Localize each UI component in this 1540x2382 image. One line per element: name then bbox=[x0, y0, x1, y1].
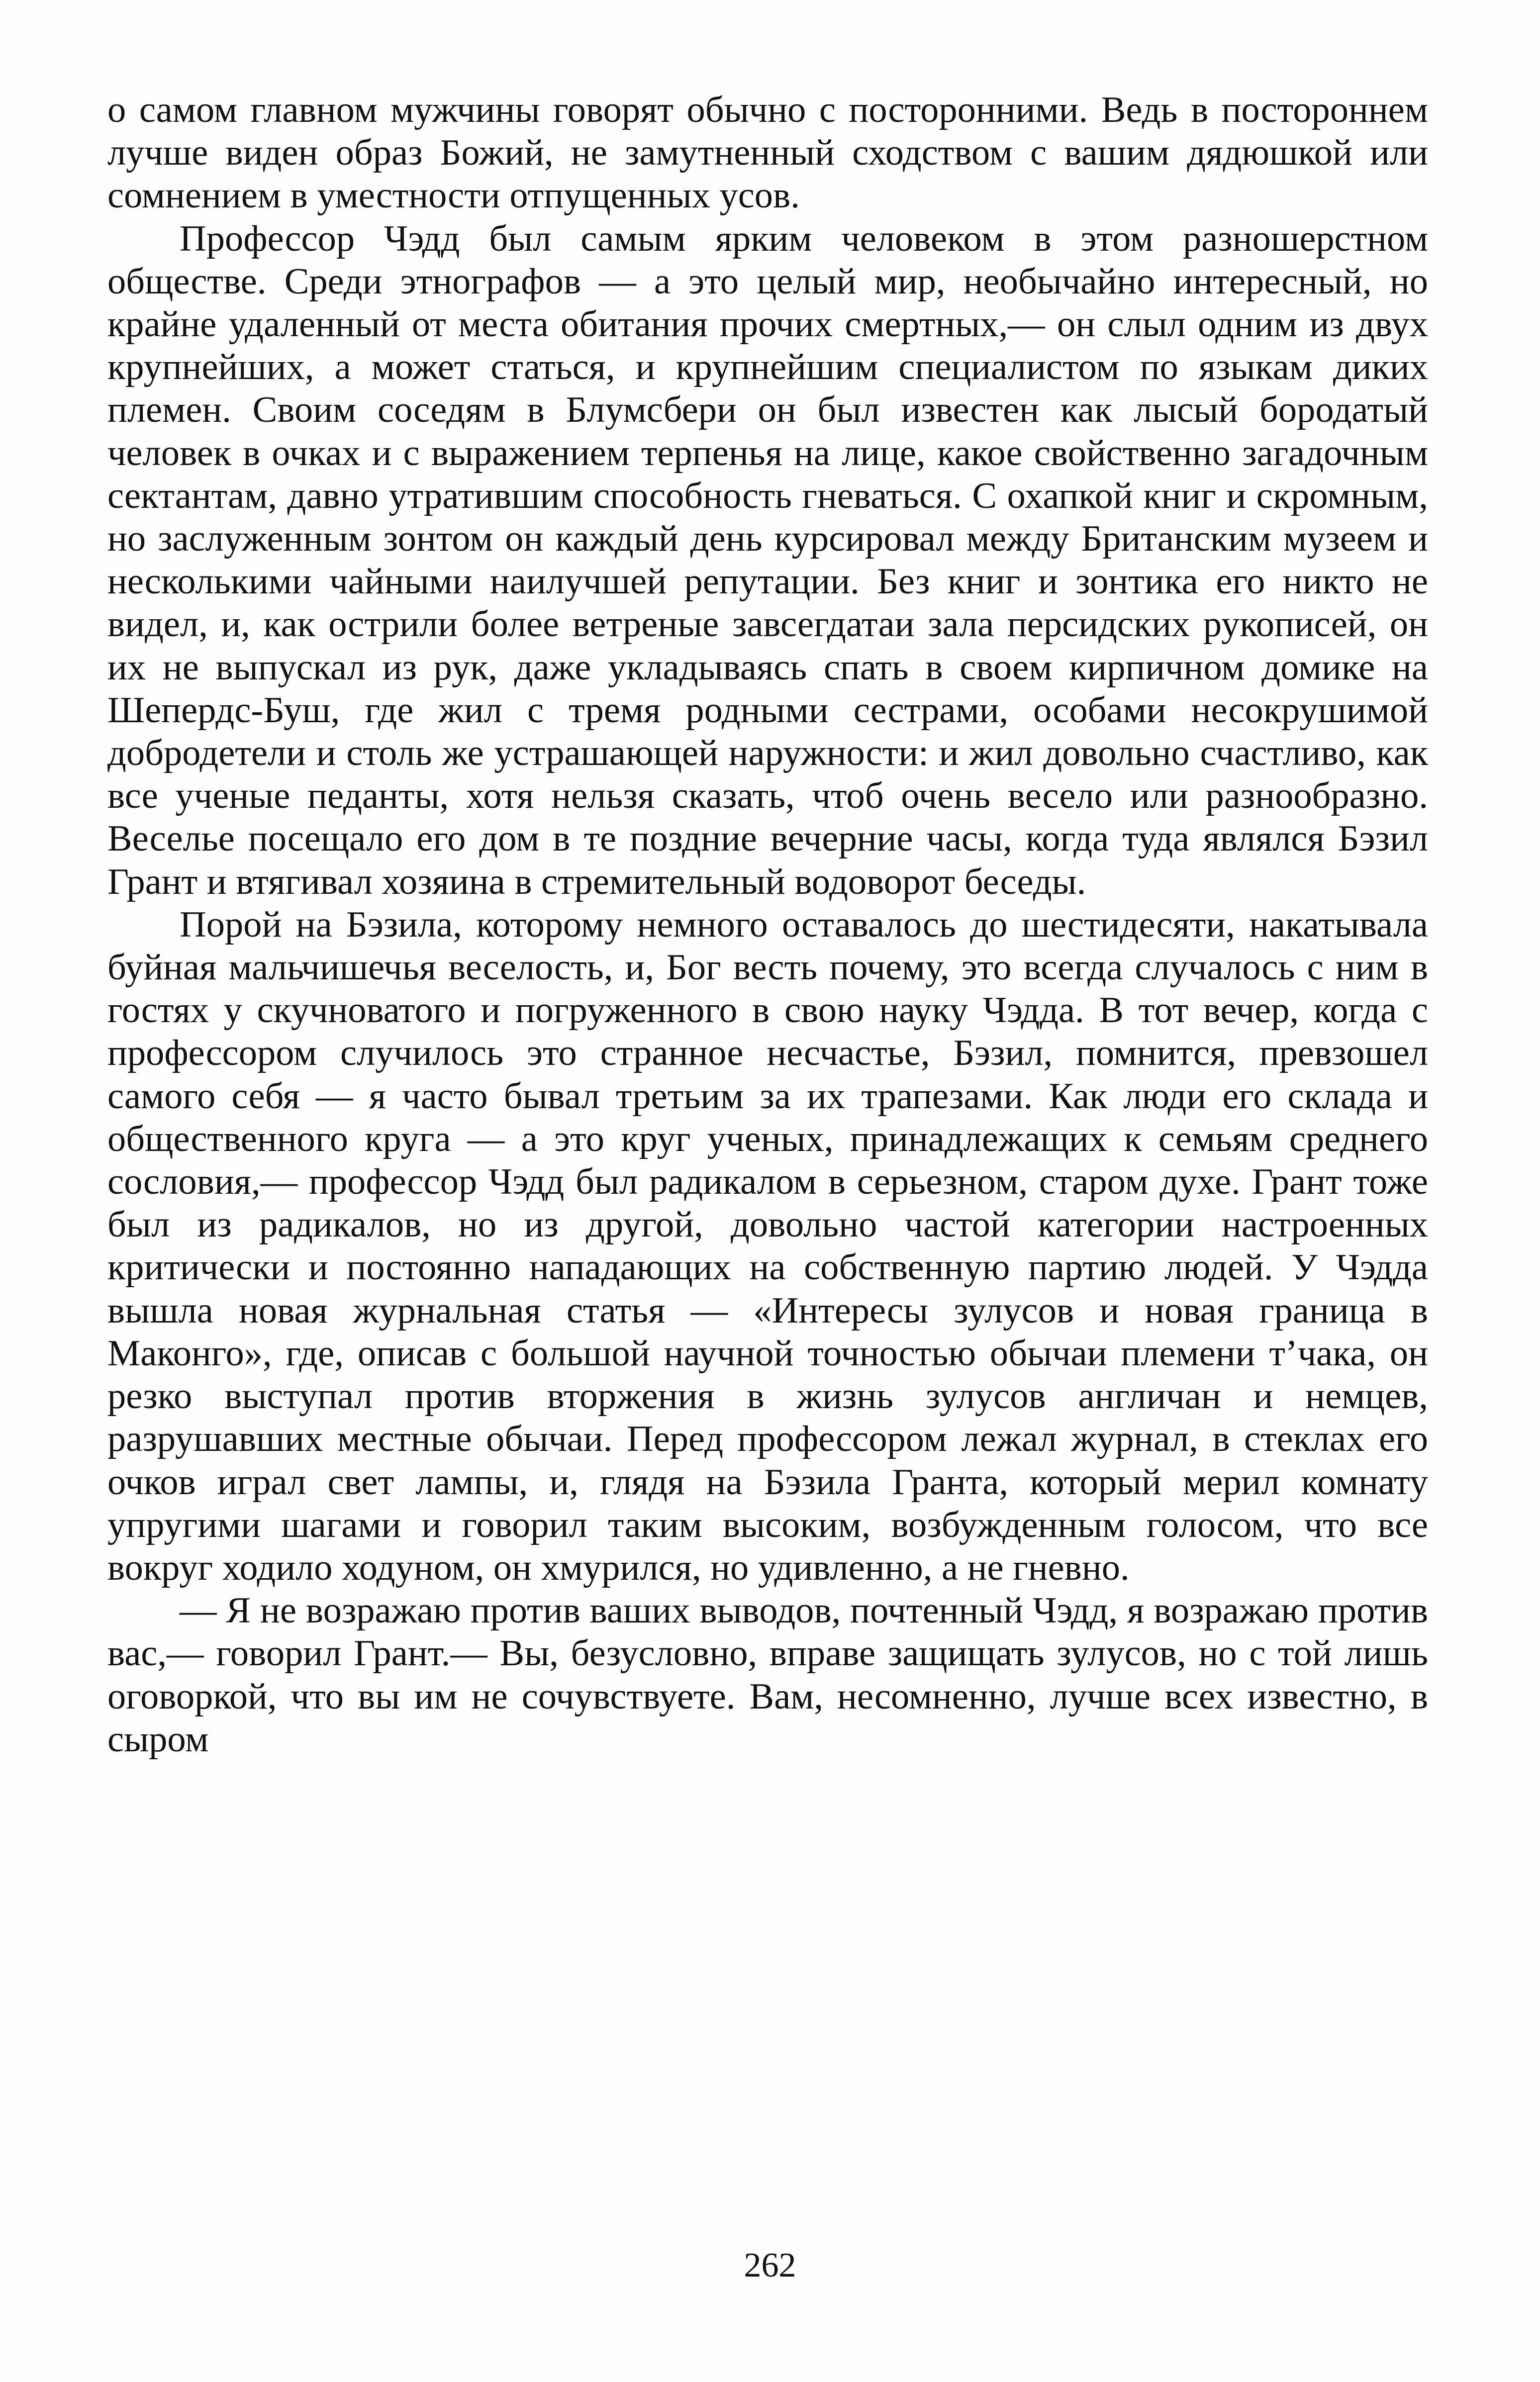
page-number: 262 bbox=[744, 2246, 796, 2285]
paragraph-continuation: о самом главном мужчины говорят обычно с посторонними. Ведь в постороннем лучше виден образ Божий, не замутненный сходством с вашим дядюшкой или сомнением в уместности отпущенных усов. bbox=[107, 90, 1428, 216]
paragraph-basil: Порой на Бэзила, которому немного оставалось до шестидесяти, накатывала буйная мальчишечья веселость, и, Бог весть почему, это всегда случалось с ним в гостях у скучноватого и погруженного в свою науку Чэдда. В тот вечер, когда с профессором случилось это странное несчастье, Бэзил, помнится, превзошел самого себя — я часто бывал третьим за их трапезами. Как люди его склада и общественного круга — а это круг ученых, принадлежащих к семьям среднего сословия,— профессор Чэдд был радикалом в серьезном, старом духе. Грант тоже был из радикалов, но из другой, довольно частой категории настроенных критически и постоянно нападающих на собственную партию людей. У Чэдда вышла новая журнальная статья — «Интересы зулусов и новая граница в Маконго», где, описав с большой научной точностью обычаи племени т’чака, он резко выступал против вторжения в жизнь зулусов англичан и немцев, разрушавших местные обычаи. Перед профессором лежал журнал, в стеклах его очков играл свет лампы, и, глядя на Бэзила Гранта, который мерил комнату упругими шагами и говорил таким высоким, возбужденным голосом, что все вокруг ходило ходуном, он хмурился, но удивленно, а не гневно. bbox=[107, 904, 1428, 1588]
body-text bbox=[107, 89, 1428, 1761]
paragraph-dialogue: — Я не возражаю против ваших выводов, почтенный Чэдд, я возражаю против вас,— говорил Грант.— Вы, безусловно, вправе защищать зулусов, но с той лишь оговоркой, что вы им не сочувствуете. Вам, несомненно, лучше всех известно, в сыром bbox=[107, 1590, 1428, 1760]
paragraph-professor-chadd: Профессор Чэдд был самым ярким человеком в этом разношерстном обществе. Среди этнографов — а это целый мир, необычайно интересный, но крайне удаленный от места обитания прочих смертных,— он слыл одним из двух крупнейших, а может статься, и крупнейшим специалистом по языкам диких племен. Своим соседям в Блумсбери он был известен как лысый бородатый человек в очках и с выражением терпенья на лице, какое свойственно загадочным сектантам, давно утратившим способность гневаться. С охапкой книг и скромным, но заслуженным зонтом он каждый день курсировал между Британским музеем и несколькими чайными наилучшей репутации. Без книг и зонтика его никто не видел, и, как острили более ветреные завсегдатаи зала персидских рукописей, он их не выпускал из рук, даже укладываясь спать в своем кирпичном домике на Шепердс-Буш, где жил с тремя родными сестрами, особами несокрушимой добродетели и столь же устрашающей наружности: и жил довольно счастливо, как все ученые педанты, хотя нельзя сказать, чтоб очень весело или разнообразно. Веселье посещало его дом в те поздние вечерние часы, когда туда являлся Бэзил Грант и втягивал хозяина в стремительный водоворот беседы. bbox=[107, 218, 1428, 902]
